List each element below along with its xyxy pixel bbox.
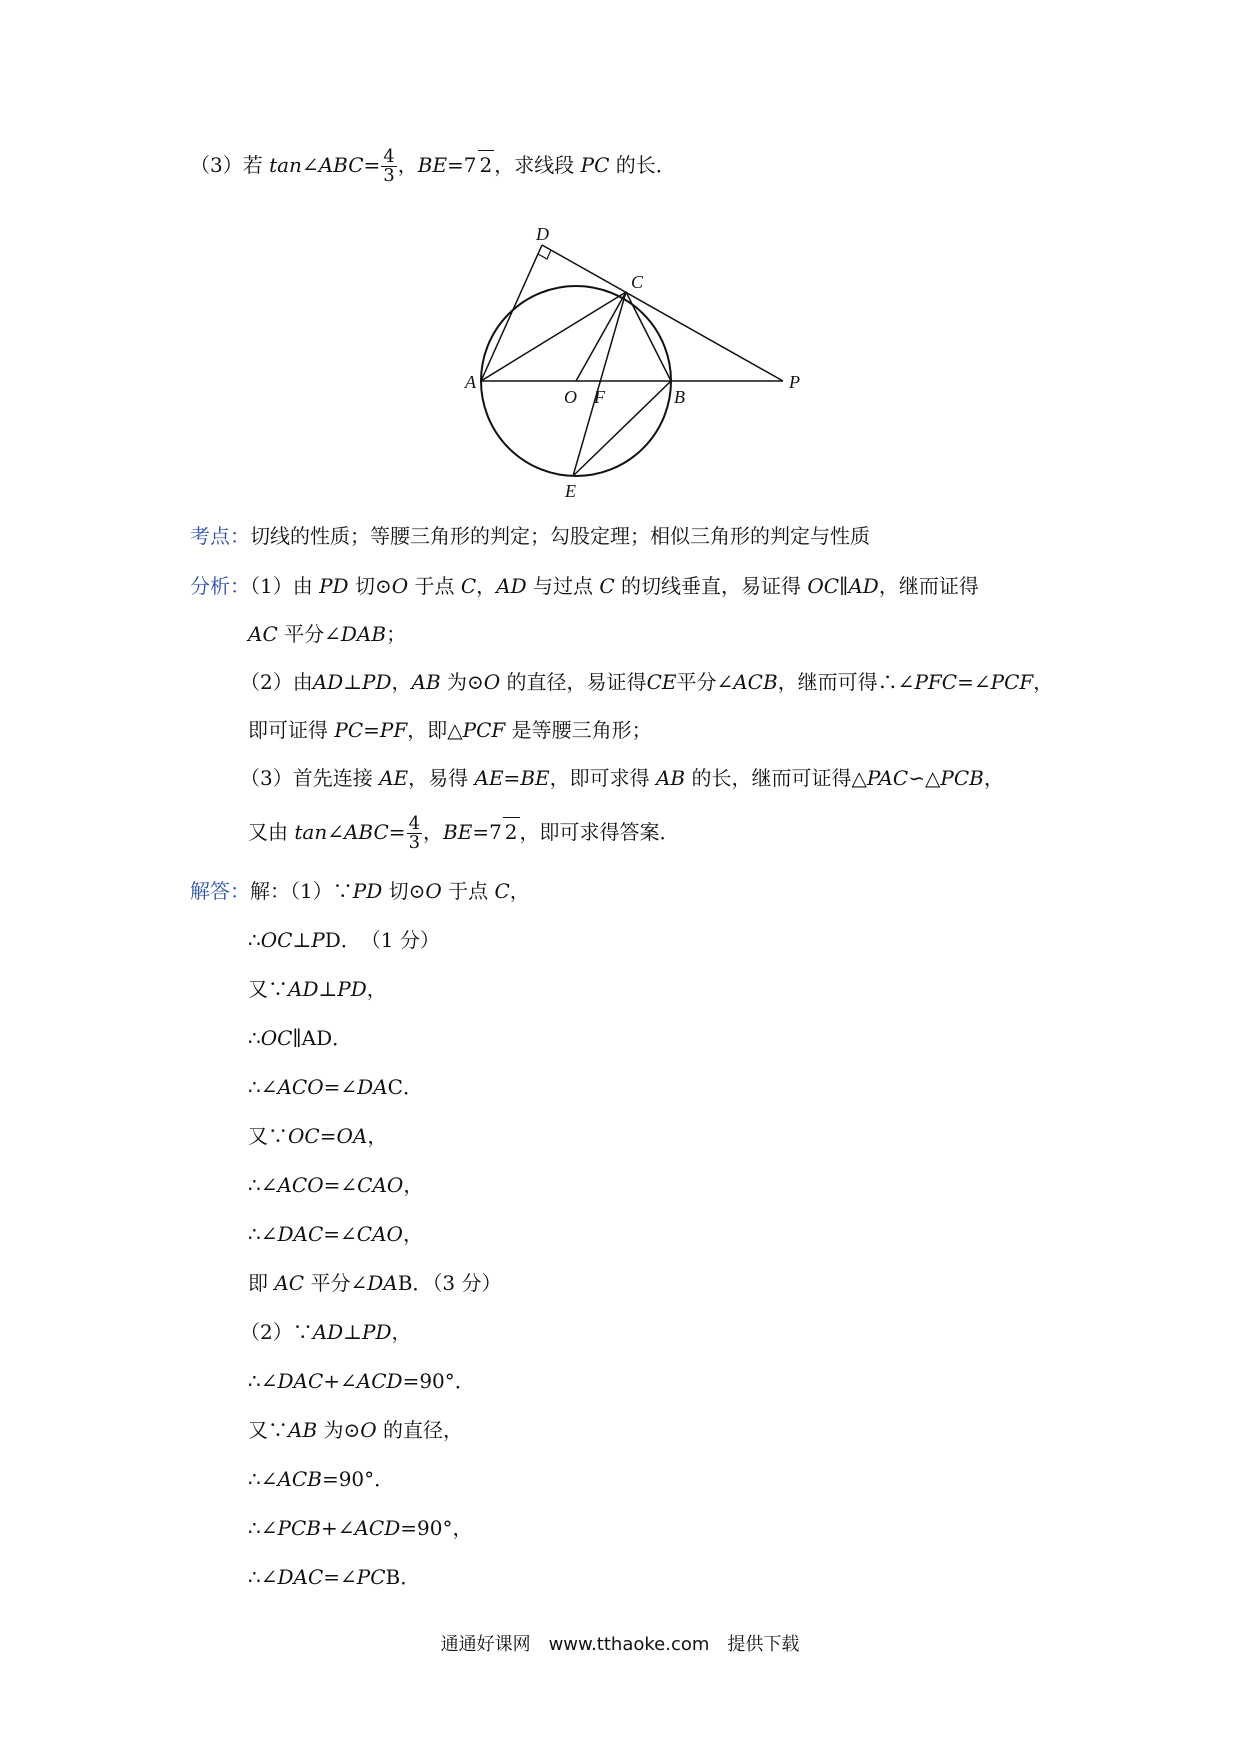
jieda-line-4: ∴OC∥AD． <box>248 1026 353 1050</box>
label-f: F <box>594 387 605 407</box>
jieda-label: 解答： <box>190 879 250 903</box>
jieda-line-13: ∴∠ACB=90°． <box>248 1467 395 1491</box>
sqrt-2-b: 2 <box>503 817 520 846</box>
jieda-line-15: ∴∠DAC=∠PCB． <box>248 1565 421 1589</box>
fraction-4-3: $\frac{4}{3}$ <box>383 146 395 186</box>
question-3: （3）若 tan∠ABC= $\frac{4}{3}$ ，BE=7 2 ，求线段 PC 的长． <box>190 146 676 186</box>
jieda-line-11: ∴∠DAC+∠ACD=90°． <box>248 1369 475 1393</box>
jieda-line-9: 即 AC 平分∠DAB．（3 分） <box>248 1271 502 1295</box>
line-dp <box>542 245 783 381</box>
fenxi-line-5: （3）首先连接 AE，易得 AE=BE，即可求得 AB 的长，继而可证得△PAC∽△PCB， <box>240 766 1004 790</box>
jieda-line-5: ∴∠ACO=∠DAC． <box>248 1075 423 1099</box>
fenxi-line-6: 又由 tan∠ABC= $\frac{4}{3}$ ，BE=7 2 ，即可求得答案． <box>248 813 680 853</box>
fraction-4-3-b: $\frac{4}{3}$ <box>408 813 421 853</box>
kaodian-label: 考点： <box>190 524 250 548</box>
jieda-line-12: 又∵AB 为⊙O 的直径， <box>248 1418 464 1442</box>
label-c: C <box>631 272 644 292</box>
fenxi-line-4: 即可证得 PC=PF，即△PCF 是等腰三角形； <box>248 718 652 742</box>
jieda-line-6: 又∵OC=OA， <box>248 1124 388 1148</box>
label-b: B <box>674 387 685 407</box>
jieda-line-2: ∴OC⊥PD． （1 分） <box>248 928 440 952</box>
jieda-line-10: （2）∵AD⊥PD， <box>240 1320 412 1344</box>
jieda-line-3: 又∵AD⊥PD， <box>248 977 387 1001</box>
jieda-line-8: ∴∠DAC=∠CAO， <box>248 1222 423 1246</box>
fenxi-line-3: （2）由AD⊥PD，AB 为⊙O 的直径，易证得CE平分∠ACB，继而可得∴∠PFC=∠PCF， <box>240 670 1054 694</box>
jieda-line-7: ∴∠ACO=∠CAO， <box>248 1173 424 1197</box>
fenxi-line-1: 分析：（1）由 PD 切⊙O 于点 C，AD 与过点 C 的切线垂直，易证得 OC∥AD，继而证得 <box>190 574 979 598</box>
label-o: O <box>564 387 577 407</box>
fenxi-label: 分析： <box>190 574 250 598</box>
line-oc <box>576 292 626 381</box>
jieda-line-1: 解答：解：（1）∵PD 切⊙O 于点 C， <box>190 879 530 903</box>
line-ad <box>481 245 542 381</box>
kaodian <box>190 522 870 550</box>
label-p: P <box>789 372 800 392</box>
label-a: A <box>465 372 476 392</box>
fenxi-line-2: AC 平分∠DAB； <box>248 622 407 646</box>
sqrt-2: 2 <box>478 150 495 179</box>
jieda-line-14: ∴∠PCB+∠ACD=90°， <box>248 1516 473 1540</box>
geometry-diagram <box>440 220 810 510</box>
line-be <box>573 381 671 476</box>
label-d: D <box>536 224 549 244</box>
label-e: E <box>565 481 576 501</box>
kaodian-text: 切线的性质；等腰三角形的判定；勾股定理；相似三角形的判定与性质 <box>250 524 870 548</box>
footer: 通通好课网 www.tthaoke.com 提供下载 <box>440 1634 800 1655</box>
